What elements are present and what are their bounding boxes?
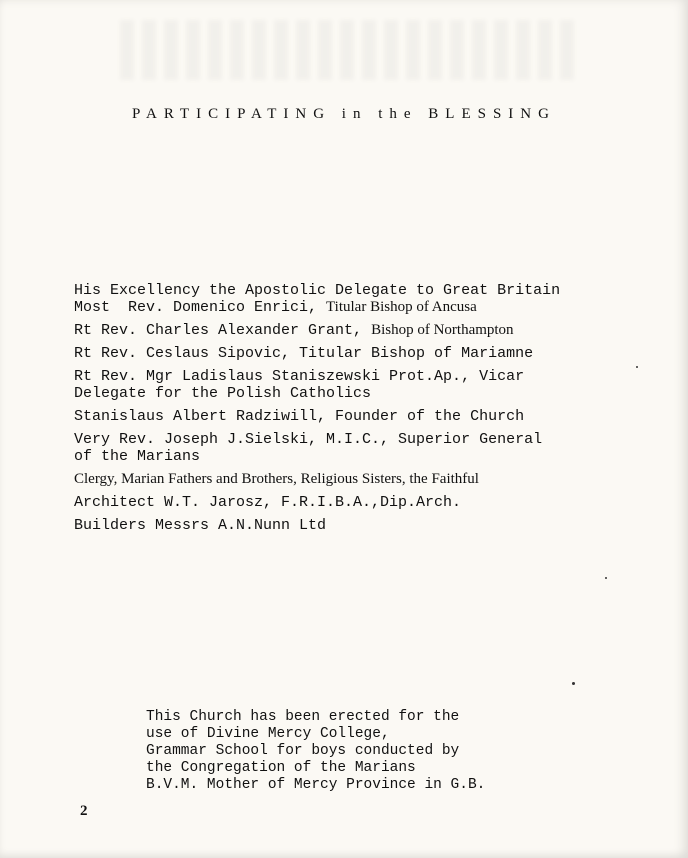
page-number: 2 bbox=[80, 803, 88, 819]
dedication-note bbox=[146, 709, 485, 794]
participant-line: of the Marians bbox=[74, 448, 201, 465]
participant-line: His Excellency the Apostolic Delegate to Great Britain bbox=[74, 282, 561, 299]
dedication-line: use of Divine Mercy College, bbox=[146, 726, 390, 742]
participant-line: Clergy, Marian Fathers and Brothers, Religious Sisters, the Faithful bbox=[74, 471, 479, 487]
dedication-line: the Congregation of the Marians bbox=[146, 760, 416, 776]
participant-line: Delegate for the Polish Catholics bbox=[74, 385, 372, 402]
ink-speck bbox=[636, 366, 638, 368]
bleed-through-texture bbox=[120, 20, 580, 80]
participant-line: Rt Rev. Charles Alexander Grant, Bishop of Northampton bbox=[74, 322, 514, 339]
ink-speck bbox=[572, 682, 575, 685]
participant-line: Architect W.T. Jarosz, F.R.I.B.A.,Dip.Arch. bbox=[74, 494, 462, 511]
participant-line: Rt Rev. Ceslaus Sipovic, Titular Bishop of Mariamne bbox=[74, 345, 534, 362]
participant-line: Stanislaus Albert Radziwill, Founder of the Church bbox=[74, 408, 525, 425]
ink-speck bbox=[605, 577, 607, 579]
dedication-line: B.V.M. Mother of Mercy Province in G.B. bbox=[146, 777, 486, 793]
page-title: PARTICIPATING in the BLESSING bbox=[132, 106, 556, 122]
participant-line: Rt Rev. Mgr Ladislaus Staniszewski Prot.Ap., Vicar bbox=[74, 368, 525, 385]
participant-line: Most Rev. Domenico Enrici, Titular Bishop of Ancusa bbox=[74, 299, 477, 316]
dedication-line: This Church has been erected for the bbox=[146, 709, 460, 725]
participant-line: Builders Messrs A.N.Nunn Ltd bbox=[74, 517, 327, 534]
participant-line: Very Rev. Joseph J.Sielski, M.I.C., Superior General bbox=[74, 431, 543, 448]
dedication-line: Grammar School for boys conducted by bbox=[146, 743, 460, 759]
participants-list bbox=[74, 282, 634, 540]
